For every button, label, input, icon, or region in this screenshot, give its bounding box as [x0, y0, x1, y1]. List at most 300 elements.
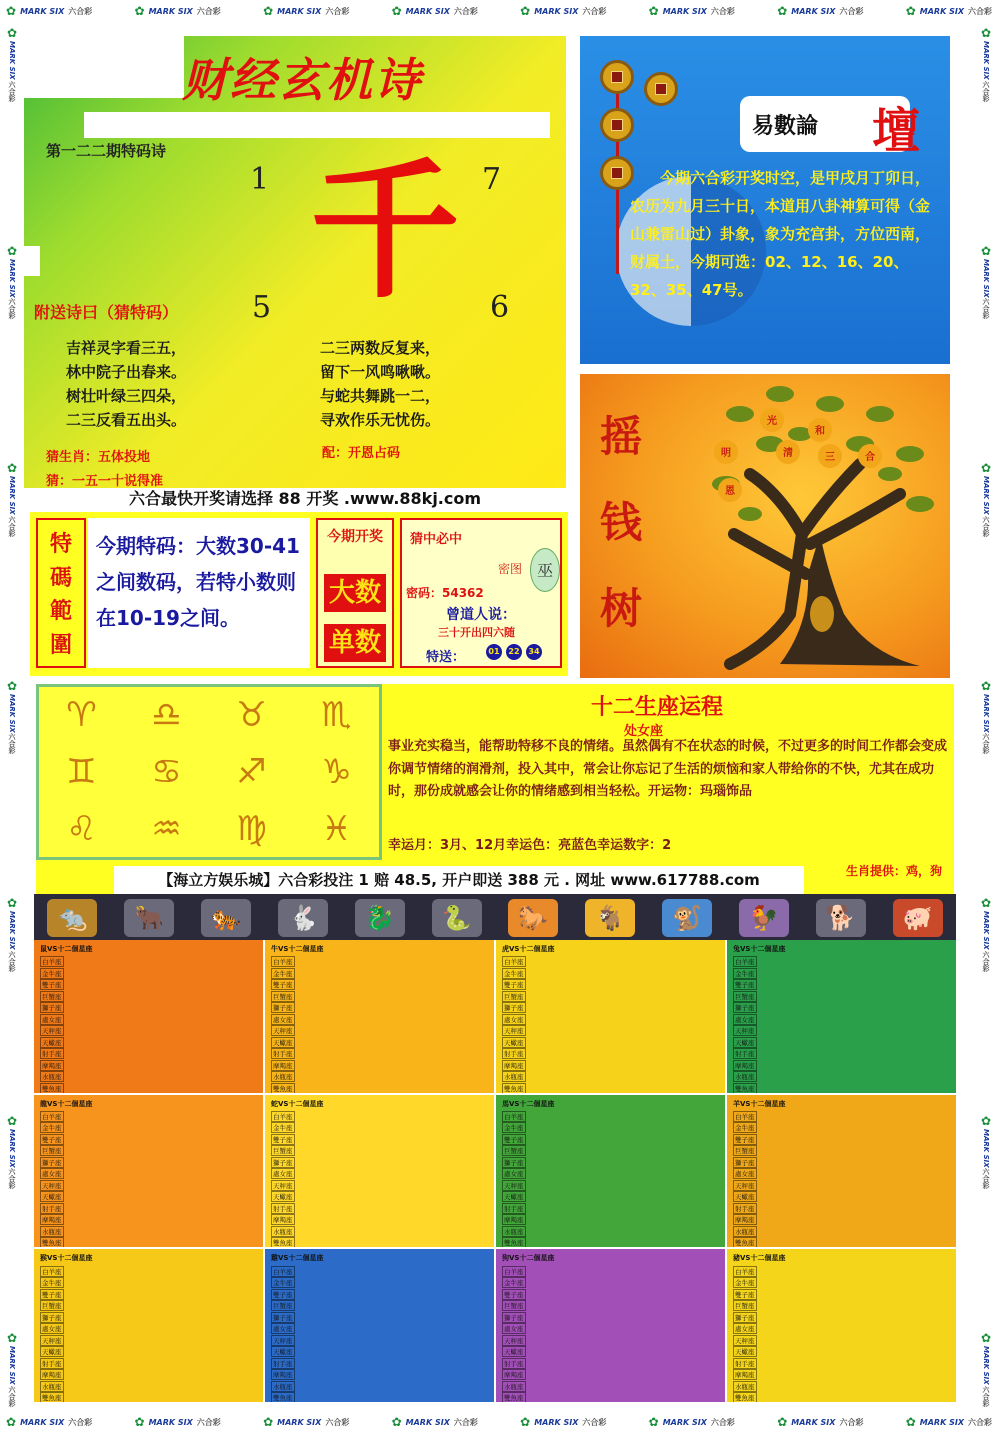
chart-row: [502, 1203, 719, 1215]
chart-row-label: 射手座: [735, 1050, 755, 1059]
border-unit: [906, 1415, 992, 1429]
scorpio-icon: ♏: [321, 695, 352, 736]
zodiac-sub: 处女座: [624, 724, 664, 739]
chart-row-label: 巨蟹座: [735, 992, 755, 1001]
chart-row-label: 天秤座: [504, 1336, 524, 1345]
chart-row-label: 巨蟹座: [735, 1302, 755, 1311]
chart-row-label: 巨蟹座: [273, 1302, 293, 1311]
chart-row: [733, 1369, 950, 1381]
flower-icon: ✿: [6, 1415, 17, 1429]
brand-text: 六合彩: [8, 1385, 16, 1407]
chart-row-label: 白羊座: [504, 1112, 524, 1121]
chart-row-label: 處女座: [504, 1015, 524, 1024]
chart-row: [733, 1357, 950, 1369]
chart-row-label: 處女座: [42, 1325, 62, 1334]
hit-box: [400, 518, 562, 668]
dragon-icon: 🐉: [355, 899, 405, 937]
chart-row: [271, 1300, 488, 1312]
flower-icon: ✿: [263, 4, 274, 18]
chart-row: [502, 1311, 719, 1323]
guess-code: 猜：一五一十说得准: [46, 474, 164, 488]
gemini-icon: ♊: [66, 751, 97, 792]
mark-six-text: MARK SIX: [148, 1417, 193, 1427]
chart-row: [40, 1237, 257, 1247]
chart-row-label: 水瓶座: [42, 1227, 62, 1236]
chart-row-label: 摩羯座: [504, 1061, 524, 1070]
horse-icon: 🐎: [508, 899, 558, 937]
chart-row: [40, 1083, 257, 1093]
mark-six-text: MARK SIX: [405, 6, 450, 16]
chart-row-label: 水瓶座: [42, 1382, 62, 1391]
chart-row-label: 水瓶座: [273, 1227, 293, 1236]
chart-row: [733, 991, 950, 1003]
dog-icon: 🐕: [816, 899, 866, 937]
bottom-banner[interactable]: 【海立方娱乐城】六合彩投注 1 赔 48.5, 开户即送 388 元 . 网址 www.617788.com: [114, 866, 804, 894]
money-tree-icon: [710, 374, 940, 678]
range-text: 今期特码：大数30-41之间数码，若特小数则在10-19之间。: [88, 518, 310, 668]
poem-right-lines: [320, 336, 440, 432]
chart-row: [271, 1060, 488, 1072]
chart-row-label: 巨蟹座: [735, 1147, 755, 1156]
brand-text: 六合彩: [982, 515, 990, 537]
chart-row-label: 白羊座: [273, 1267, 293, 1276]
chart-row-label: 白羊座: [42, 958, 62, 967]
chart-row: [271, 1071, 488, 1083]
flower-icon: ✿: [520, 4, 531, 18]
chart-row-label: 天蠍座: [735, 1038, 755, 1047]
zodiac-provide: 生肖提供：鸡，狗: [846, 864, 943, 878]
goat-icon: 🐐: [585, 899, 635, 937]
border-unit: [392, 4, 478, 18]
chart-cell: [265, 1095, 494, 1248]
chart-row-label: 雙子座: [504, 981, 524, 990]
chart-row-label: 天蠍座: [273, 1038, 293, 1047]
brand-text: 六合彩: [582, 1417, 607, 1427]
flower-icon: ✿: [980, 896, 992, 911]
border-unit: [981, 461, 991, 537]
chart-row-label: 獅子座: [504, 1004, 524, 1013]
brand-text: 六合彩: [68, 6, 93, 16]
chart-row: [271, 1392, 488, 1402]
chart-row: [40, 991, 257, 1003]
range-label-char: 碼: [49, 564, 72, 591]
chart-row: [733, 1134, 950, 1146]
chart-row-label: 雙魚座: [42, 1239, 62, 1248]
chart-row-label: 雙魚座: [735, 1394, 755, 1402]
flower-icon: ✿: [980, 1331, 992, 1346]
chart-row-label: 射手座: [735, 1359, 755, 1368]
coin-icon: [600, 60, 634, 94]
chart-row: [502, 1265, 719, 1277]
chart-row: [733, 1346, 950, 1358]
chart-row-label: 處女座: [273, 1325, 293, 1334]
chart-row: [733, 1122, 950, 1134]
chart-row-label: 水瓶座: [504, 1073, 524, 1082]
coin-icon: [600, 156, 634, 190]
range-panel: [30, 512, 568, 676]
chart-row: [733, 968, 950, 980]
flower-icon: ✿: [134, 1415, 145, 1429]
chart-row-label: 雙魚座: [273, 1394, 293, 1402]
flower-icon: ✿: [6, 4, 17, 18]
chart-row-label: 獅子座: [735, 1158, 755, 1167]
flower-icon: ✿: [980, 243, 992, 258]
mark-six-text: MARK SIX: [982, 693, 990, 733]
border-unit: [520, 4, 606, 18]
chart-row-label: 雙子座: [273, 1290, 293, 1299]
chart-row: [733, 1145, 950, 1157]
border-unit: [6, 4, 92, 18]
chart-row-label: 雙子座: [42, 1290, 62, 1299]
chart-row: [271, 1002, 488, 1014]
chart-row-label: 處女座: [42, 1170, 62, 1179]
chart-row: [502, 1380, 719, 1392]
chart-cell: [265, 940, 494, 1093]
white-patch: [24, 246, 40, 276]
mark-six-text: MARK SIX: [8, 1128, 16, 1168]
border-unit: [6, 1415, 92, 1429]
leaf-char: 合: [865, 452, 875, 463]
chart-row-label: 水瓶座: [504, 1382, 524, 1391]
ball-icon: 22: [506, 644, 522, 660]
flower-icon: ✿: [980, 678, 992, 693]
chart-row: [733, 1203, 950, 1215]
chart-row: [502, 956, 719, 968]
chart-row-label: 天秤座: [504, 1027, 524, 1036]
chart-row-label: 水瓶座: [273, 1382, 293, 1391]
chart-row-label: 射手座: [735, 1204, 755, 1213]
chart-row-label: 獅子座: [42, 1313, 62, 1322]
chart-row-label: 白羊座: [504, 1267, 524, 1276]
compatibility-charts: [34, 940, 956, 1402]
poem-left-lines: [66, 336, 186, 432]
chart-row: [502, 1214, 719, 1226]
chart-row: [40, 1226, 257, 1238]
right-border-strip: [974, 22, 998, 1411]
chart-row-label: 雙魚座: [273, 1239, 293, 1248]
chart-row-label: 雙魚座: [504, 1084, 524, 1093]
chart-row-label: 天蠍座: [504, 1193, 524, 1202]
chart-row-label: 天秤座: [735, 1336, 755, 1345]
chart-row: [502, 1083, 719, 1093]
border-unit: [777, 4, 863, 18]
chart-head: 龍VS十二個星座: [40, 1099, 93, 1108]
border-unit: [7, 1331, 17, 1407]
chart-row: [733, 1168, 950, 1180]
brand-text: 六合彩: [982, 950, 990, 972]
chart-row: [733, 1265, 950, 1277]
chart-row: [271, 1157, 488, 1169]
chart-row: [502, 1048, 719, 1060]
brand-text: 六合彩: [196, 1417, 221, 1427]
brand-text: 六合彩: [982, 80, 990, 102]
chart-row-label: 雙子座: [504, 1290, 524, 1299]
chart-cell: [265, 1249, 494, 1402]
chart-row: [502, 1060, 719, 1072]
chart-row: [40, 1300, 257, 1312]
chart-row: [502, 979, 719, 991]
chart-row-label: 天蠍座: [504, 1038, 524, 1047]
hit-balls: [486, 644, 542, 660]
hit-say2: 三十开出四六随: [438, 626, 515, 639]
chart-row: [40, 1157, 257, 1169]
chart-row: [40, 1060, 257, 1072]
chart-row-label: 處女座: [504, 1170, 524, 1179]
chart-row-label: 金牛座: [735, 969, 755, 978]
chart-row: [40, 1180, 257, 1192]
chart-row-label: 白羊座: [273, 1112, 293, 1121]
cancer-icon: ♋: [151, 751, 182, 792]
chart-row: [271, 1369, 488, 1381]
poem-line: 寻欢作乐无忧伤。: [320, 411, 441, 429]
border-unit: [981, 896, 991, 972]
chart-row: [271, 1083, 488, 1093]
chart-row-label: 金牛座: [504, 1124, 524, 1133]
chart-row: [40, 1122, 257, 1134]
number-2: 7: [482, 162, 502, 197]
chart-row: [40, 1346, 257, 1358]
sagittarius-icon: ♐: [236, 751, 267, 792]
poem-line: 吉祥灵字看三五，: [66, 339, 187, 357]
coin-icon: [600, 108, 634, 142]
mark-six-text: MARK SIX: [148, 6, 193, 16]
border-unit: [7, 461, 17, 537]
chart-row-label: 處女座: [42, 1015, 62, 1024]
top-border-strip: [0, 0, 998, 22]
open-title: 今期开奖: [327, 529, 383, 545]
chart-row-label: 金牛座: [42, 1124, 62, 1133]
chart-cell: [496, 1249, 725, 1402]
chart-cell: [496, 1095, 725, 1248]
chart-row-label: 金牛座: [273, 969, 293, 978]
chart-row-label: 金牛座: [735, 1279, 755, 1288]
chart-row-label: 天秤座: [42, 1181, 62, 1190]
chart-head: 雞VS十二個星座: [271, 1254, 324, 1263]
chart-row-label: 巨蟹座: [42, 992, 62, 1001]
chart-row: [502, 1357, 719, 1369]
chart-row-label: 白羊座: [735, 958, 755, 967]
yishu-panel: [580, 36, 950, 364]
chart-row: [733, 1191, 950, 1203]
brand-text: 六合彩: [8, 1168, 16, 1190]
chart-row-label: 金牛座: [504, 1279, 524, 1288]
chart-row: [733, 1226, 950, 1238]
border-unit: [263, 1415, 349, 1429]
chart-row: [40, 1048, 257, 1060]
brand-text: 六合彩: [839, 1417, 864, 1427]
chart-row-label: 摩羯座: [735, 1061, 755, 1070]
mark-six-text: MARK SIX: [20, 6, 65, 16]
chart-row: [502, 1237, 719, 1247]
chart-row: [502, 968, 719, 980]
poem-gift-label: 附送诗曰（猜特码）: [34, 303, 179, 322]
chart-row-label: 獅子座: [42, 1004, 62, 1013]
chart-row-label: 射手座: [273, 1050, 293, 1059]
chart-row-label: 白羊座: [273, 958, 293, 967]
chart-row: [502, 1037, 719, 1049]
capricorn-icon: ♑: [321, 751, 352, 792]
chart-head: 豬VS十二個星座: [733, 1254, 786, 1263]
chart-row: [733, 1277, 950, 1289]
chart-row: [40, 968, 257, 980]
chart-row-label: 天秤座: [273, 1181, 293, 1190]
border-unit: [649, 1415, 735, 1429]
ball-icon: 01: [486, 644, 502, 660]
chart-row-label: 射手座: [504, 1050, 524, 1059]
chart-row: [271, 956, 488, 968]
chart-row-label: 天蠍座: [273, 1193, 293, 1202]
chart-row-label: 巨蟹座: [504, 1147, 524, 1156]
white-patch: [24, 36, 184, 98]
chart-row: [502, 1288, 719, 1300]
range-label: [36, 518, 86, 668]
pig-icon: 🐖: [893, 899, 943, 937]
chart-row: [502, 1002, 719, 1014]
flower-icon: ✿: [6, 243, 18, 258]
chart-row-label: 摩羯座: [504, 1216, 524, 1225]
chart-row-label: 白羊座: [504, 958, 524, 967]
brand-text: 六合彩: [8, 298, 16, 320]
chart-row-label: 白羊座: [735, 1267, 755, 1276]
flower-icon: ✿: [6, 678, 18, 693]
chart-row-label: 處女座: [735, 1170, 755, 1179]
chart-cell: [727, 940, 956, 1093]
chart-row: [271, 1265, 488, 1277]
chart-row: [40, 1357, 257, 1369]
chart-row: [271, 979, 488, 991]
chart-head: 狗VS十二個星座: [502, 1254, 555, 1263]
poem-line: 树壮叶绿三四朵，: [66, 387, 187, 405]
pisces-icon: ♓: [321, 808, 352, 849]
mark-six-text: MARK SIX: [662, 1417, 707, 1427]
brand-text: 六合彩: [982, 1385, 990, 1407]
chart-row: [271, 1334, 488, 1346]
chart-row-label: 金牛座: [735, 1124, 755, 1133]
chart-row-label: 射手座: [504, 1359, 524, 1368]
chart-row-label: 雙子座: [735, 1135, 755, 1144]
flower-icon: ✿: [6, 1113, 18, 1128]
leaf-char: 清: [783, 448, 793, 459]
range-label-char: 範: [49, 598, 72, 625]
chart-row: [733, 1311, 950, 1323]
chart-row: [40, 1323, 257, 1335]
chart-row: [733, 1071, 950, 1083]
virgo-icon: ♍: [236, 808, 267, 849]
chart-row: [502, 1145, 719, 1157]
chart-row: [40, 1214, 257, 1226]
brand-text: 六合彩: [8, 950, 16, 972]
brand-text: 六合彩: [325, 1417, 350, 1427]
chart-row: [271, 1111, 488, 1123]
leaf-char: 恩: [725, 486, 735, 497]
flower-icon: ✿: [905, 1415, 916, 1429]
aquarius-icon: ♒: [151, 808, 182, 849]
open-tag-odd: 单数: [324, 624, 386, 662]
mark-six-text: MARK SIX: [982, 1128, 990, 1168]
chart-row-label: 巨蟹座: [42, 1147, 62, 1156]
guess-zodiac: 猜生肖：五体投地: [46, 450, 151, 465]
leaf-char: 三: [825, 452, 835, 463]
chart-row: [733, 1334, 950, 1346]
mark-six-text: MARK SIX: [20, 1417, 65, 1427]
chart-row: [733, 1037, 950, 1049]
flower-icon: ✿: [263, 1415, 274, 1429]
chart-row-label: 天秤座: [735, 1027, 755, 1036]
money-tree-panel: [580, 374, 950, 678]
chart-row: [40, 1145, 257, 1157]
top-banner[interactable]: 六合最快开奖请选择 88 开奖 .www.88kj.com: [128, 489, 482, 508]
mark-six-text: MARK SIX: [919, 6, 964, 16]
border-unit: [906, 4, 992, 18]
flower-icon: ✿: [520, 1415, 531, 1429]
chart-row-label: 處女座: [735, 1015, 755, 1024]
number-3: 5: [252, 290, 272, 325]
yishu-text: 今期六合彩开奖时空，是甲戌月丁卯日，农历为九月三十日，本道用八卦神算可得（金山兼雷山过）卦象，象为充宫卦，方位西南，财属土，今期可选：02、12、16、20、32、35、47号。: [630, 169, 931, 299]
rabbit-icon: 🐇: [278, 899, 328, 937]
brand-text: 六合彩: [982, 733, 990, 755]
range-label-char: 特: [49, 531, 72, 558]
chart-row: [40, 1111, 257, 1123]
chart-row-label: 白羊座: [42, 1112, 62, 1121]
mark-six-text: MARK SIX: [8, 911, 16, 950]
mark-six-text: MARK SIX: [8, 476, 16, 515]
flower-icon: ✿: [6, 461, 18, 476]
chart-row: [271, 991, 488, 1003]
zodiac-body: 事业充实稳当，能帮助特移不良的情绪。虽然偶有不在状态的时候，不过更多的时间工作都会变成你调节情绪的润滑剂，投入其中，常会让你忘记了生活的烦恼和家人带给你的不快，尤其在成功时，那份成就感会让你的情绪感到相当轻松。开运物：玛瑙饰品: [388, 739, 948, 799]
chart-row-label: 天蠍座: [735, 1193, 755, 1202]
zodiac-panel: [36, 684, 954, 894]
bottom-border-strip: [0, 1411, 998, 1433]
chart-row: [40, 1311, 257, 1323]
chart-row: [40, 1134, 257, 1146]
chart-row: [733, 1111, 950, 1123]
chart-row-label: 獅子座: [735, 1004, 755, 1013]
chart-row-label: 摩羯座: [273, 1371, 293, 1380]
flower-icon: ✿: [905, 4, 916, 18]
number-1: 1: [250, 162, 270, 197]
chart-row: [271, 1180, 488, 1192]
border-unit: [7, 679, 17, 755]
chart-row: [271, 1346, 488, 1358]
chart-row-label: 天蠍座: [273, 1348, 293, 1357]
chart-row: [40, 1369, 257, 1381]
brand-text: 六合彩: [8, 80, 16, 102]
chart-row: [271, 1145, 488, 1157]
chart-row: [271, 1226, 488, 1238]
rooster-icon: 🐓: [739, 899, 789, 937]
chart-head: 羊VS十二個星座: [733, 1099, 786, 1108]
poem-panel: [24, 36, 566, 488]
chart-row-label: 獅子座: [735, 1313, 755, 1322]
tree-word: 树: [600, 584, 643, 633]
chart-row: [502, 1122, 719, 1134]
chart-head: 牛VS十二個星座: [271, 945, 324, 953]
chart-row-label: 摩羯座: [42, 1216, 62, 1225]
chart-row: [40, 979, 257, 991]
chart-row-label: 雙子座: [735, 1290, 755, 1299]
chart-row-label: 獅子座: [273, 1158, 293, 1167]
chart-row: [271, 1311, 488, 1323]
chart-row-label: 天秤座: [42, 1027, 62, 1036]
border-unit: [7, 244, 17, 320]
poem-issue: 第一二二期特码诗: [46, 142, 167, 160]
border-unit: [649, 4, 735, 18]
chart-row: [40, 1037, 257, 1049]
chart-row-label: 獅子座: [273, 1004, 293, 1013]
chart-row: [733, 1300, 950, 1312]
chart-row-label: 金牛座: [42, 969, 62, 978]
hit-send: 特送：: [426, 650, 466, 665]
